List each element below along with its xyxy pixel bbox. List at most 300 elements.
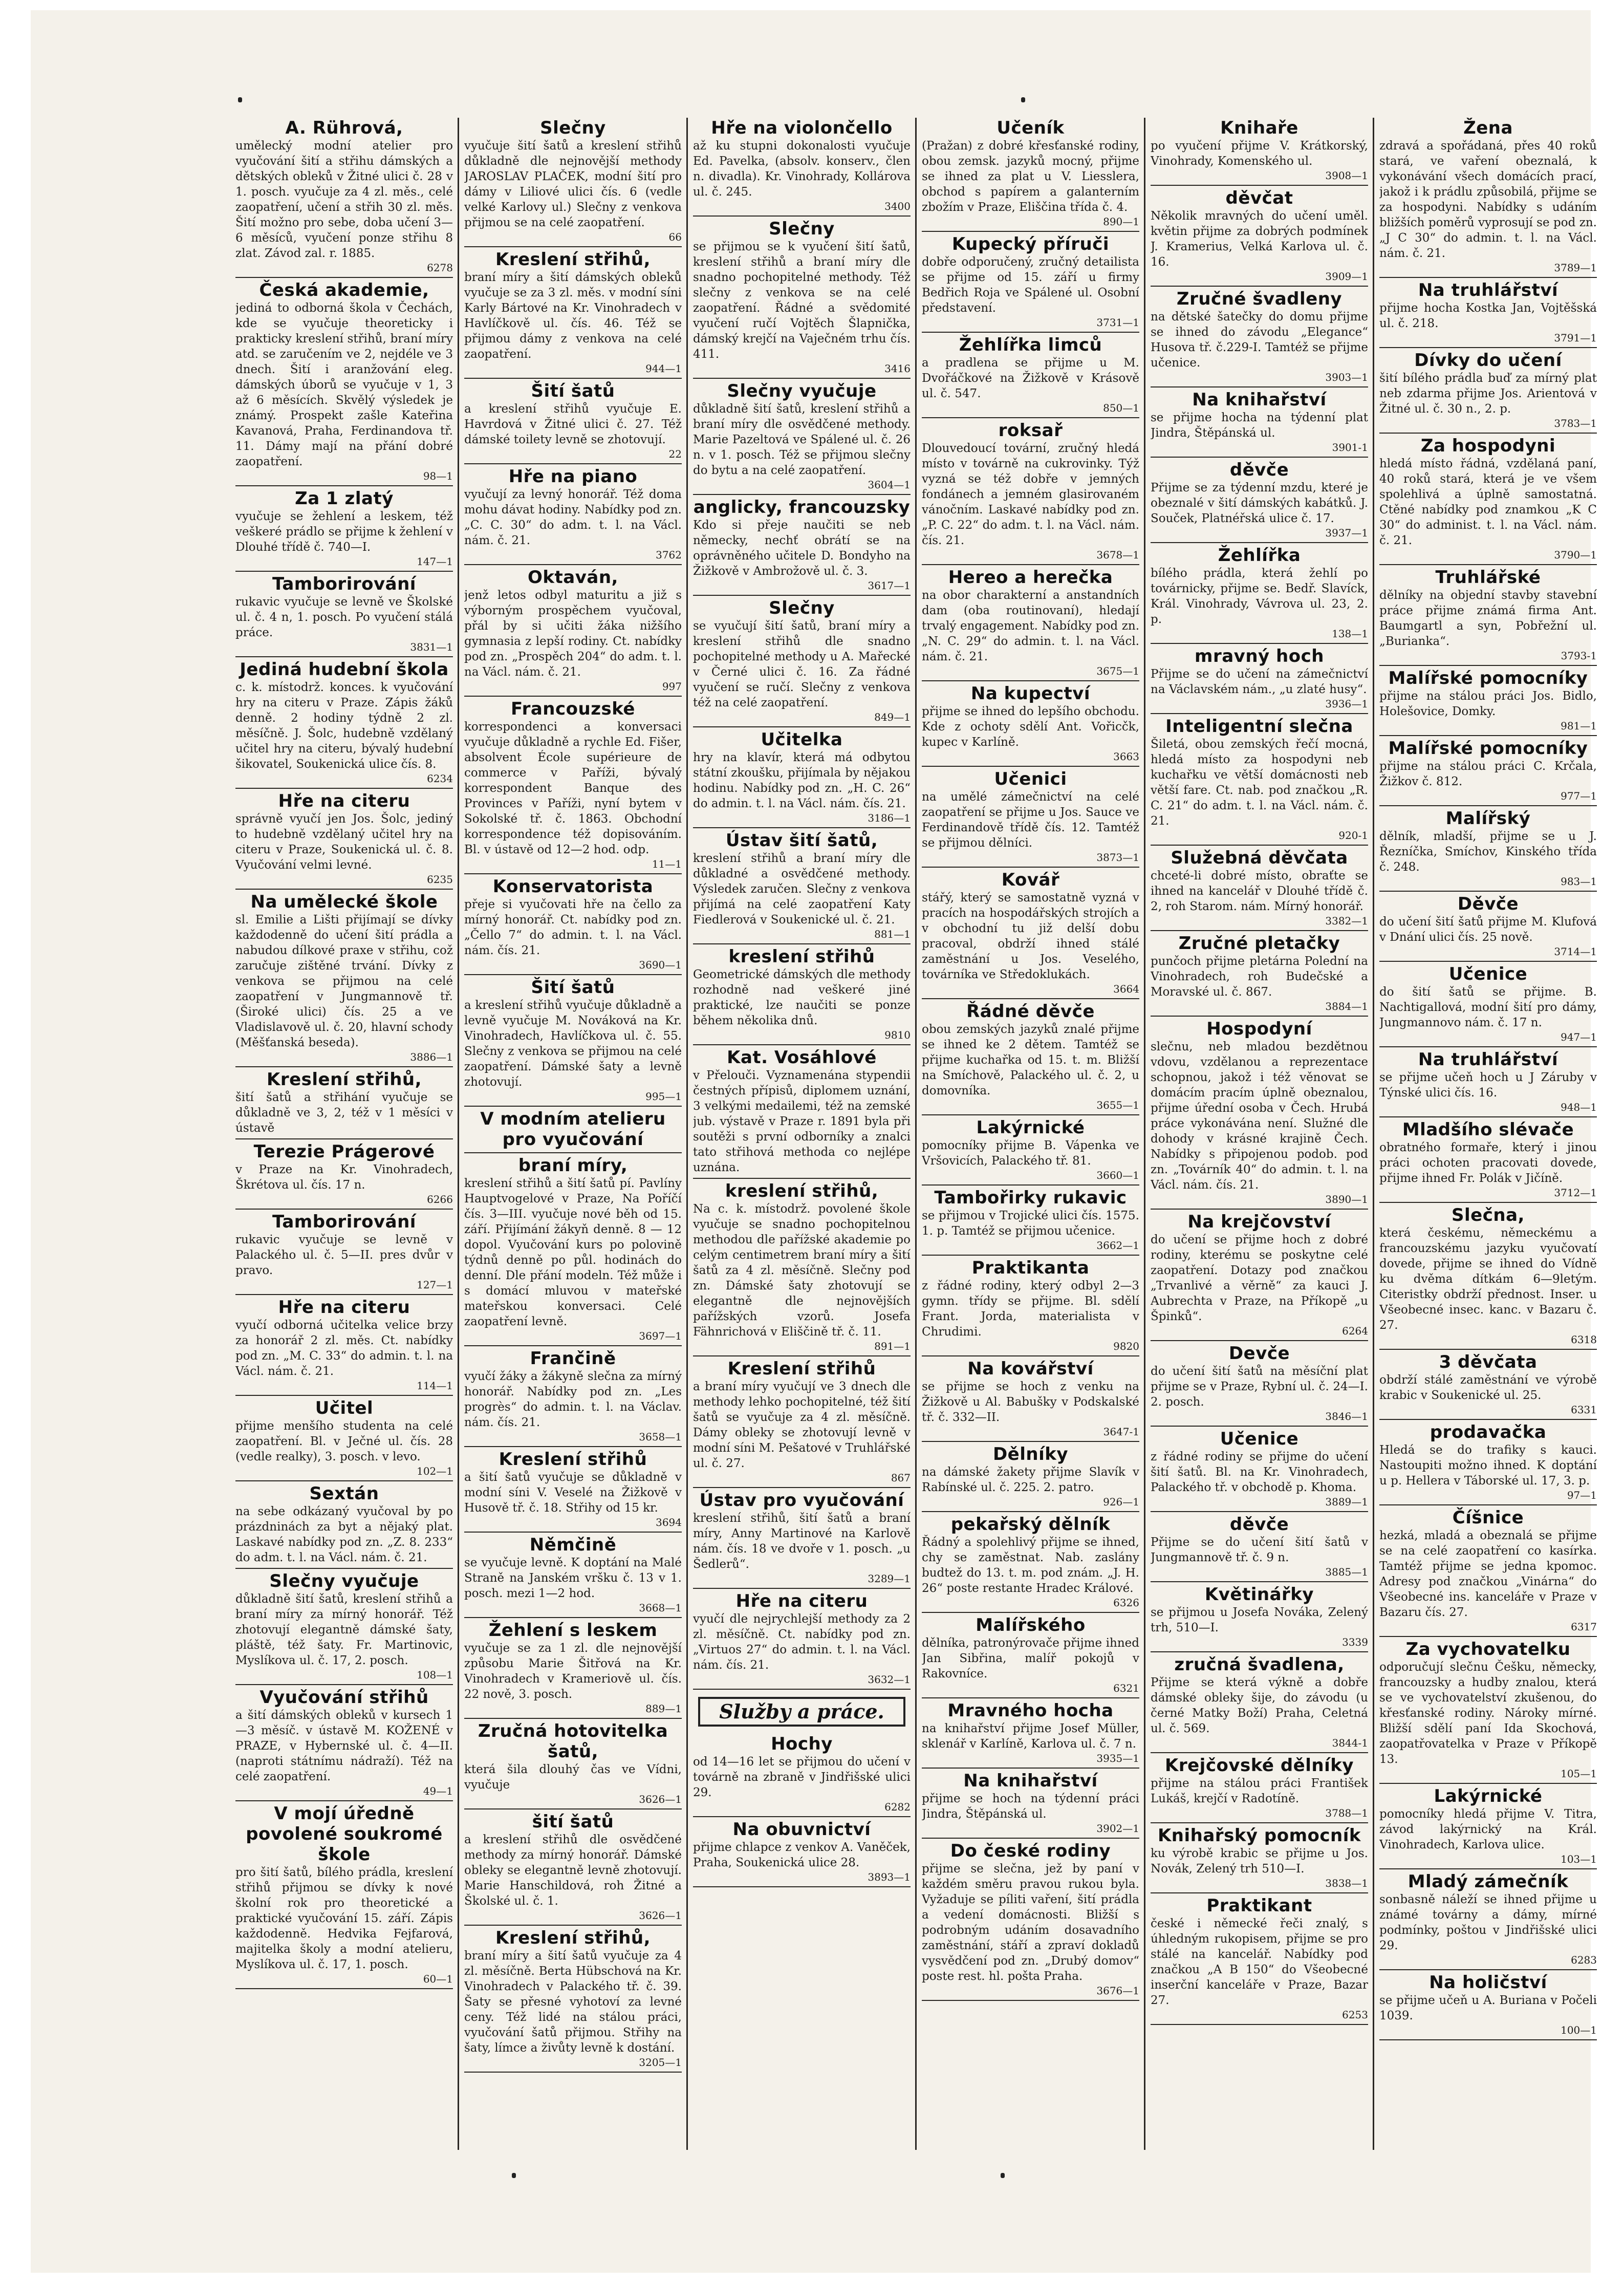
classified-ad — [235, 280, 453, 486]
ad-number: 66 — [668, 231, 682, 243]
ad-text: Přijme se za týdenní mzdu, které je obeznalé v šití dámských kabátků. J. Souček, Platnéřská ulice č. 17. — [1151, 481, 1368, 525]
classified-ad — [1151, 1654, 1368, 1753]
ad-heading: Hře na piano — [508, 466, 638, 487]
newspaper-page — [31, 10, 1597, 2273]
ad-heading: Ústav šití šatů, — [725, 830, 878, 851]
ad-heading: Na knihařství — [963, 1771, 1098, 1791]
classified-ad — [235, 1483, 453, 1569]
ad-text: a pradlena se přijme u M. Dvořáčkové na Žižkově v Krásově ul. č. 547. — [922, 356, 1139, 400]
ad-text: dobře odporučený, zručný detailista se přijme od 15. září u firmy Bedřich Roja ve Spálené ul. Osobní představení. — [922, 255, 1139, 315]
ad-text: v Praze na Kr. Vinohradech, Škrétova ul. čís. 17 n. — [235, 1163, 453, 1192]
ad-number: 3935—1 — [1096, 1752, 1139, 1764]
classified-ad — [1379, 436, 1597, 565]
ad-number: 3936—1 — [1325, 698, 1368, 710]
ad-number: 3655—1 — [1096, 1099, 1139, 1111]
classified-ad — [1379, 1352, 1597, 1420]
ad-heading: Lakýrnické — [976, 1117, 1085, 1138]
ad-heading: Praktikant — [1206, 1895, 1312, 1916]
ad-text: správně vyučí jen Jos. Šolc, jediný to hudebně vzdělaný učitel hry na citeru v Praze, Soukenická ul. č. 8. Vyučování velmi levné. — [235, 812, 453, 872]
ad-text: kreslení střihů a braní míry dle důkladné a osvědčené methody. Výsledek zaručen. Slečny z venkova přijímá na celé zaopatření Katy Fiedlerová v Soukenické ul. č. 21. — [693, 852, 911, 926]
ad-text: důkladně šití šatů, kreslení střihů a braní míry dle osvědčené methody. Marie Pazeltová ve Spálené ul. č. 26 n. v 1. posch. Též se přijmou slečny do bytu a na celé zaopatření. — [693, 402, 911, 477]
ad-text: se přijmou u Josefa Nováka, Zelený trh, 510—I. — [1151, 1606, 1368, 1634]
ad-heading: mravný hoch — [1195, 646, 1324, 666]
ad-number: 108—1 — [417, 1669, 453, 1681]
ad-text: umělecký modní atelier pro vyučování šití a střihu dámských a dětských obleků v Žitné ulici č. 28 v 1. posch. vyučuje za 4 zl. měs., celé zaopatření, učení a střih 30 zl. měs. Šití možno pro sebe, doba učení 3—6 měsíců, vyučení ponze střihu 8 zlat. Závod zal. r. 1885. — [235, 139, 453, 260]
classified-ad — [922, 1188, 1139, 1256]
ad-text: vyučí dle nejrychlejší methody za 2 zl. měsíčně. Ct. nabídky pod zn. „Virtuos 27“ do admin. t. l. na Václ. nám. čís. 21. — [693, 1612, 911, 1672]
ad-number: 3662—1 — [1096, 1239, 1139, 1252]
classified-ad — [464, 1449, 682, 1533]
ad-number: 6266 — [427, 1193, 453, 1205]
ad-number: 3889—1 — [1325, 1496, 1368, 1508]
ad-number: 920-1 — [1338, 829, 1368, 842]
ad-number: 3617—1 — [868, 579, 911, 592]
ad-text: a šití dámských obleků v kursech 1—3 měsíč. v ústavě M. KOŽENÉ v PRAZE, v Hybernské ul. č. 4—II. (naproti státnímu nádraží). Též na celé zaopatření. — [235, 1709, 453, 1783]
classified-ad — [1379, 1507, 1597, 1637]
ad-heading: pekařský dělník — [950, 1514, 1111, 1535]
ad-text: c. k. místodrž. konces. k vyučování hry na citeru v Praze. Zápis žáků denně. 2 hodiny týdně 2 zl. měsíčně. J. Šolc, hudebně vzdělaný učitel hry na citeru, bývalý hudební šikovatel, Soukenická ulice čís. 8. — [235, 681, 453, 771]
classified-ad — [464, 1928, 682, 2073]
ad-number: 977—1 — [1561, 790, 1597, 802]
classified-ad — [922, 1700, 1139, 1769]
ad-text: přijme hocha Kostka Jan, Vojtěšská ul. č. 218. — [1379, 301, 1597, 330]
ad-text: korrespondenci a konversaci vyučuje důkladně a rychle Ed. Fišer, absolvent École supérieure de commerce v Paříži, bývalý korrespondent Banque des Provinces v Paříži, nyní bytem v Sokolské tř. č. 1863. Obchodní korrespondence též dopisováním. Bl. v ústavě od 12—2 hod. odp. — [464, 720, 682, 856]
ad-number: 3664 — [1113, 983, 1139, 995]
ad-text: obratného formaře, který i jinou práci ochoten pracovati dovede, přijme ihned Fr. Polák v Jičíně. — [1379, 1141, 1597, 1185]
classified-ad — [235, 892, 453, 1067]
classified-ad — [693, 1047, 911, 1179]
ad-number: 3416 — [884, 362, 911, 375]
ad-number: 3791—1 — [1554, 332, 1597, 344]
ad-text: přijme se slečna, jež by paní v každém směru pravou rukou byla. Vyžaduje se píliti vaření, šití prádla a vedení domácnosti. Bližší s podrobným udáním dosavadního zaměstnání, stáří a zpraví dokladů vysvědčení pod zn. „Drubý domov“ poste rest. hl. pošta Praha. — [922, 1862, 1139, 1983]
ad-number: 3626—1 — [639, 1793, 682, 1805]
ad-number: 103—1 — [1561, 1853, 1597, 1865]
ad-text: se přijmou v Trojické ulici čís. 1575. 1. p. Tamtéž se přijmou učenice. — [922, 1209, 1139, 1238]
ad-heading: A. Rührová, — [285, 118, 403, 138]
classified-ad — [464, 381, 682, 464]
ad-heading: Za 1 zlatý — [295, 488, 394, 509]
ad-heading: Řádné děvče — [966, 1001, 1095, 1022]
classified-ads — [235, 118, 1597, 2150]
ad-text: Několik mravných do učení uměl. květin přijme za dobrých podmínek J. Kramerius, Velká Karlova ul. č. 16. — [1151, 209, 1368, 269]
ad-text: dělníky na objední stavby stavební práce přijme známá firma Ant. Baumgartl a syn, Pobřežní ul. „Burianka“. — [1379, 589, 1597, 648]
ad-heading: Na krejčovství — [1187, 1212, 1331, 1232]
classified-ad — [1379, 1972, 1597, 2040]
ad-text: Na c. k. místodrž. povolené škole vyučuje se snadno pochopitelnou methodou dle pařížské akademie po celým centimetrem braní míry a šití šatů za 4 zl. měsíčně. Slečny pod zn. Dámské šaty zhotovují se elegantně dle nejnovějších pařížských vzorů. Josefa Fähnrichová v Eliščině tř. č. 11. — [693, 1202, 911, 1339]
ad-number: 3783—1 — [1554, 417, 1597, 429]
ad-heading: kreslení střihů, — [725, 1181, 879, 1201]
ad-heading: Vyučování střihů — [259, 1687, 429, 1708]
ad-number: 3382—1 — [1325, 915, 1368, 927]
ad-number: 3675—1 — [1096, 665, 1139, 677]
classified-ad — [922, 1615, 1139, 1698]
classified-ad — [464, 1535, 682, 1618]
classified-ad — [1379, 1786, 1597, 1869]
classified-ad — [235, 488, 453, 572]
ad-number: 926—1 — [1103, 1496, 1139, 1508]
classified-ad — [235, 1212, 453, 1295]
classified-ad — [1151, 848, 1368, 931]
ad-heading: Kat. Vosáhlové — [727, 1047, 877, 1068]
ad-number: 3205—1 — [639, 2056, 682, 2068]
ad-number: 995—1 — [645, 1090, 682, 1103]
ad-heading: Hře na citeru — [735, 1591, 868, 1611]
ink-mark — [238, 97, 242, 102]
classified-ad — [1151, 1584, 1368, 1652]
ad-heading: Slečny — [769, 219, 835, 239]
ad-heading: Slečny vyučuje — [727, 381, 877, 401]
classified-ad — [464, 118, 682, 247]
ad-text: na dětské šatečky do domu přijme se ihned do závodu „Elegance“ Husova tř. č.229-I. Tamtéž se přijme učenice. — [1151, 310, 1368, 370]
classified-ad — [1151, 1429, 1368, 1512]
classified-ad — [922, 1841, 1139, 2001]
ad-heading: šití šatů — [532, 1812, 614, 1832]
ad-number: 3289—1 — [868, 1572, 911, 1585]
ad-text: české i německé řeči znalý, s úhledným rukopisem, přijme se pro stálé na kancelář. Nabídky pod značkou „A B 150“ do Všeobecné inserční kanceláře v Praze, Bazar 27. — [1151, 1917, 1368, 2007]
ad-column — [693, 118, 911, 2150]
classified-ad — [464, 699, 682, 874]
ad-text: Geometrické dámských dle methody rozhodně nad veškeré jiné praktické, lze naučiti se ponze během několika dnů. — [693, 968, 911, 1027]
ad-number: 3660—1 — [1096, 1169, 1139, 1181]
ad-number: 3604—1 — [868, 479, 911, 491]
ad-text: ku výrobě krabic se přijme u Jos. Novák, Zelený trh 510—I. — [1151, 1847, 1368, 1876]
classified-ad — [693, 1181, 911, 1356]
classified-ad — [922, 870, 1139, 999]
ad-text: braní míry a šití šatů vyučuje za 4 zl. měsíčně. Berta Hübschová na Kr. Vinohradech v Palackého tř. č. 39. Šaty se přesné vyhotoví za levné ceny. Též lidé na stálou práci, vyučování šatů přijmou. Střihy na šaty, límce a živůty levně k dostání. — [464, 1949, 682, 2055]
ad-heading: Malířského — [976, 1615, 1086, 1635]
ad-heading: Do české rodiny — [950, 1841, 1111, 1861]
ad-heading: Žehlířka — [1218, 545, 1301, 566]
ad-heading: zručná švadlena, — [1174, 1654, 1345, 1675]
ad-heading: Praktikanta — [971, 1258, 1090, 1278]
ad-number: 100—1 — [1561, 2024, 1597, 2036]
ad-text: až ku stupni dokonalosti vyučuje Ed. Pavelka, (absolv. konserv., člen n. divadla). Kr. Vinohrady, Kollárova ul. č. 245. — [693, 139, 911, 199]
classified-ad — [1379, 738, 1597, 806]
ad-text: na umělé zámečnictví na celé zaopatření se přijme u Jos. Sauce ve Ferdinandově třídě čís. 12. Tamtéž se přijmou dělníci. — [922, 790, 1139, 850]
ad-heading: Šití šatů — [531, 381, 615, 401]
ad-heading: děvče — [1229, 460, 1289, 480]
ad-heading: Na kovářství — [967, 1359, 1094, 1379]
classified-ad — [693, 1359, 911, 1488]
ad-heading: Terezie Prágerové — [253, 1141, 435, 1162]
classified-ad — [922, 1514, 1139, 1613]
ad-heading: Ústav pro vyučování — [699, 1490, 904, 1511]
classified-ad — [922, 1771, 1139, 1839]
classified-ad — [693, 1490, 911, 1589]
classified-ad — [1379, 118, 1597, 278]
ad-heading: Kreslení střihů, — [266, 1069, 422, 1090]
ad-text: zdravá a spořádaná, přes 40 roků stará, ve vaření obeznalá, k vykonávání všech domácích prací, jakož i k prádlu způsobilá, přijme se za hospodyni. Nabídky s udáním bližších poměrů vyprosují se pod zn. „J C 30“ do admin. t. l. na Václ. nám. č. 21. — [1379, 139, 1597, 260]
ad-number: 3937—1 — [1325, 527, 1368, 539]
classified-ad — [693, 381, 911, 495]
ad-text: punčoch přijme pletárna Polední na Vinohradech, roh Budečské a Moravské ul. č. 867. — [1151, 955, 1368, 999]
classified-ad — [1151, 1514, 1368, 1582]
ad-number: 867 — [891, 1472, 911, 1484]
ad-text: vyučuje se žehlení a leskem, též veškeré prádlo se přijme k žehlení v Dlouhé třídě č. 740—I. — [235, 510, 453, 554]
ad-text: (Pražan) z dobré křesťanské rodiny, obou zemsk. jazyků mocný, přijme se ihned za plat u V. Liesslera, obchod s papírem a galanterním zbožím v Praze, Eliščina třída č. 4. — [922, 139, 1139, 214]
classified-ad — [922, 1444, 1139, 1512]
ad-heading: Francouzské — [511, 699, 635, 719]
ad-heading: Žehlení s leskem — [488, 1620, 658, 1641]
ad-text: se přijme hocha na týdenní plat Jindra, Štěpánská ul. — [1151, 411, 1368, 440]
classified-ad — [1379, 1205, 1597, 1350]
classified-ad — [235, 118, 453, 278]
ad-text: a kreslení střihů vyučuje E. Havrdová v Žitné ulici č. 27. Též dámské toilety levně se zhotovují. — [464, 402, 682, 446]
ad-text: na dámské žakety přijme Slavík v Rabínské ul. č. 225. 2. patro. — [922, 1466, 1139, 1494]
classified-ad — [1151, 716, 1368, 846]
ad-heading: Zručné švadleny — [1176, 289, 1342, 309]
ad-number: 11—1 — [652, 858, 682, 870]
ad-text: pomocníky přijme B. Vápenka ve Vršovicích, Palackého tř. 81. — [922, 1139, 1139, 1168]
ad-number: 3901-1 — [1332, 441, 1368, 454]
ad-heading: Slečny — [540, 118, 606, 138]
ad-text: která českému, německému a francouzskému jazyku vyučovatí dovede, přijme se ihned do Vídně ku dvěma dítkám 6—9letým. Citeristky obdrží přednost. Inser. u Všeobecné insec. kanc. v Bazaru č. 27. — [1379, 1226, 1597, 1332]
ad-number: 891—1 — [874, 1340, 911, 1352]
ad-text: na obor charakterní a anstandních dam (oba routinovaní), hledají trvalý engagement. Nabídky pod zn. „N. C. 29“ do admin. t. l. na Václ. nám. č. 21. — [922, 589, 1139, 663]
ad-number: 3400 — [884, 200, 911, 212]
ad-heading: Tambořirky rukavic — [934, 1188, 1127, 1208]
ad-number: 60—1 — [423, 1973, 453, 1985]
column-rule — [686, 118, 688, 2150]
classified-ad — [922, 420, 1139, 565]
ad-number: 3658—1 — [639, 1431, 682, 1443]
ad-heading: Hochy — [771, 1734, 833, 1754]
ad-column — [1151, 118, 1368, 2150]
ink-mark — [1021, 97, 1025, 102]
ad-heading: anglicky, francouzsky — [693, 497, 911, 518]
ad-heading: Na umělecké škole — [250, 892, 438, 912]
classified-ad — [693, 830, 911, 944]
ad-text: Řádný a spolehlivý přijme se ihned, chy se zaměstnat. Nab. zaslány budtež do 13. t. m. pod znám. „J. H. 26“ poste restante Hradec Králové. — [922, 1536, 1139, 1595]
classified-ad — [1379, 1422, 1597, 1505]
ad-heading: Slečny — [769, 598, 835, 618]
ad-heading: Mravného hocha — [947, 1700, 1114, 1721]
ad-heading: Inteligentní slečna — [1165, 716, 1353, 737]
classified-ad — [1151, 289, 1368, 387]
ad-number: 3909—1 — [1325, 270, 1368, 283]
ad-text: Dlouvedoucí tovární, zručný hledá místo v továrně na cukrovinky. Týž vyzná se též dobře v jemných fondánech a jemném glasirovaném vánočním. Laskavé nabídky pod zn. „P. C. 22“ do adm. t. l. na Václ. nám. čís. 21. — [922, 442, 1139, 547]
ad-heading: Frančině — [530, 1348, 616, 1369]
ad-heading: Hře na citeru — [278, 791, 410, 811]
ad-number: 3697—1 — [639, 1330, 682, 1342]
classified-ad — [1151, 118, 1368, 186]
ad-number: 3788—1 — [1325, 1807, 1368, 1819]
ad-text: po vyučení přijme V. Krátkorský, Vinohrady, Komenského ul. — [1151, 139, 1368, 168]
ad-heading: Němčině — [529, 1535, 617, 1555]
ad-heading: V mojí úředně povolené soukromé škole — [246, 1803, 443, 1865]
ad-heading: Lakýrnické — [1434, 1786, 1543, 1806]
classified-ad — [1151, 1895, 1368, 2025]
ad-number: 981—1 — [1561, 720, 1597, 732]
ad-number: 3668—1 — [639, 1602, 682, 1614]
ad-number: 3647-1 — [1103, 1426, 1139, 1438]
ad-text: dělníka, patronýrovače přijme ihned Jan Sibřina, malíř pokojů v Rakovníce. — [922, 1636, 1139, 1680]
ad-heading: Knihaře — [1220, 118, 1298, 138]
ad-heading: Konservatorista — [492, 876, 654, 897]
ad-number: 6235 — [427, 873, 453, 886]
classified-ad — [693, 1734, 911, 1817]
ad-number: 3676—1 — [1096, 1985, 1139, 1997]
classified-ad — [1151, 460, 1368, 543]
classified-ad — [464, 1155, 682, 1346]
ad-text: se přijmou se k vyučení šití šatů, kreslení střihů a braní míry dle snadno pochopitelné methody. Též slečny z venkova se na celé zaopatření. Řádné a svědomité vyučení ručí Vojtěch Šlapnička, dámský krejčí na Vaječném trhu čís. 411. — [693, 240, 911, 361]
ad-text: kreslení střihů, šití šatů a braní míry, Anny Martinové na Karlově nám. čís. 18 ve dvoře v 1. posch. „u Šedlerů“. — [693, 1512, 911, 1571]
ad-number: 3694 — [656, 1516, 682, 1528]
ad-text: hry na klavír, která má odbytou státní zkoušku, přijímala by nějakou hodinu. Nabídky pod zn. „H. C. 26“ do admin. t. l. na Václ. nám. čís. 21. — [693, 751, 911, 810]
ad-text: hezká, mladá a obeznalá se přijme se na celé zaopatření co kasírka. Tamtéž přijme se jedna kpomoc. Adresy pod značkou „Vinárna“ do Všeobecné ins. kanceláře v Praze v Bazaru čís. 27. — [1379, 1529, 1597, 1619]
classified-ad — [464, 1348, 682, 1447]
ad-text: do učení šití šatů na měsíční plat přijme se v Praze, Rybní ul. č. 24—I. 2. posch. — [1151, 1365, 1368, 1409]
ad-number: 3339 — [1342, 1636, 1368, 1648]
classified-ad — [1151, 1825, 1368, 1893]
ad-number: 6282 — [884, 1801, 911, 1813]
ad-number: 102—1 — [417, 1465, 453, 1477]
ad-text: se vyučují šití šatů, braní míry a kreslení střihů dle snadno pochopitelné methody u A. Mařecké v Černé ulici č. 16. Za řádné vyučení se ručí. Slečny z venkova též na celé zaopatření. — [693, 619, 911, 709]
ad-text: a kreslení střihů dle osvědčené methody za mírný honorář. Dámské obleky se elegantně levně zhotovují. Marie Hanschildová, roh Žitné a Školské ul. č. 1. — [464, 1833, 682, 1908]
ad-column — [922, 118, 1139, 2150]
ad-heading: Na truhlářství — [1418, 1049, 1558, 1070]
ad-number: 3902—1 — [1096, 1822, 1139, 1835]
classified-ad — [1379, 1639, 1597, 1784]
ad-number: 6331 — [1571, 1404, 1597, 1416]
ad-heading: Kreslení střihů, — [495, 249, 651, 270]
ad-heading: Na kupectví — [970, 683, 1091, 704]
ad-heading: 3 děvčata — [1439, 1352, 1538, 1372]
ad-heading: Za hospodyni — [1420, 436, 1556, 456]
classified-ad — [464, 249, 682, 379]
classified-ad — [693, 729, 911, 828]
ad-column — [464, 118, 682, 2150]
classified-ad — [464, 977, 682, 1107]
ad-number: 3886—1 — [410, 1051, 453, 1063]
ad-text: Přijme se do učení na zámečnictví na Václavském nám., „u zlaté husy“. — [1151, 667, 1368, 696]
ad-text: vyučují za levný honorář. Též doma mohu dávat hodiny. Nabídky pod zn. „C. C. 30“ do adm. t. l. na Václ. nám. č. 21. — [464, 488, 682, 547]
ad-heading: Malířské pomocníky — [1388, 738, 1588, 759]
classified-ad — [1379, 1871, 1597, 1970]
classified-ad — [693, 1819, 911, 1887]
ad-number: 3844-1 — [1332, 1737, 1368, 1749]
classified-ad — [922, 567, 1139, 681]
classified-ad — [1379, 808, 1597, 892]
ad-text: v Přelouči. Vyznamenána stypendii čestných přípisů, diplomem uznání, 3 velkými medailemi, též na zemské jub. výstavě v Praze r. 1891 byla při soutěži s první odborníky a znalci tato střihová methoda co nejlépe uznána. — [693, 1069, 911, 1174]
classified-ad — [1151, 1212, 1368, 1341]
ad-heading: braní míry, — [518, 1155, 628, 1176]
ad-heading: kreslení střihů — [728, 946, 875, 967]
ad-text: kreslení střihů a šití šatů pí. Pavlíny Hauptvogelové v Praze, Na Poříčí čís. 3—III. vyučuje nové běh od 15. září. Přijímání žákyň denně. 8 — 12 dopol. Vyučování kurs po polovině týdnů denně po půl. hodinách do denní. Dle přání modeln. Též může i s domácí mluvou v mateřské mateřskou konversaci. Celé zaopatření levně. — [464, 1177, 682, 1328]
ad-heading: Krejčovské dělníky — [1164, 1755, 1354, 1776]
ad-text: Přijme se která výkně a dobře dámské obleky šije, do závodu (u černé Matky Boží) Praha, Celetná ul. č. 569. — [1151, 1676, 1368, 1735]
ad-heading: Slečna, — [1452, 1205, 1525, 1225]
ad-number: 944—1 — [645, 362, 682, 375]
column-rule — [458, 118, 459, 2150]
ad-text: obdrží stálé zaměstnání ve výrobě krabic v Soukenické ul. 25. — [1379, 1373, 1597, 1402]
classified-ad — [693, 1591, 911, 1690]
ad-number: 6283 — [1571, 1954, 1597, 1966]
classified-ad — [1151, 933, 1368, 1017]
ad-heading: Sextán — [309, 1483, 379, 1504]
ad-text: jenž letos odbyl maturitu a již s výborným prospěchem vyučoval, přál by si učiti žáka nižšího gymnasia z lepší rodiny. Ct. nabídky pod zn. „Prospěch 204“ do adm. t. l. na Václ. nám. č. 21. — [464, 589, 682, 679]
classified-ad — [922, 1117, 1139, 1186]
ad-heading: Tamborirování — [272, 574, 416, 594]
ad-number: 6326 — [1113, 1597, 1139, 1609]
ad-number: 997 — [662, 680, 682, 693]
ad-number: 6253 — [1342, 2009, 1368, 2021]
ad-number: 3626—1 — [639, 1909, 682, 1922]
ad-heading: Služebná děvčata — [1171, 848, 1348, 868]
classified-ad — [922, 118, 1139, 232]
column-rule — [1144, 118, 1145, 2150]
ad-number: 6278 — [427, 262, 453, 274]
ad-heading: Dívky do učení — [1414, 350, 1562, 371]
classified-ad — [235, 1141, 453, 1210]
classified-ad — [235, 659, 453, 789]
classified-ad — [922, 1258, 1139, 1356]
ad-number: 3731—1 — [1096, 316, 1139, 329]
ad-text: důkladně šití šatů, kreslení střihů a braní míry za mírný honorář. Též zhotovují elegantně dámské šaty, pláště, též šaty. Fr. Martinovic, Myslíkova ul. č. 17, 2. posch. — [235, 1592, 453, 1667]
ad-heading: děvčat — [1225, 188, 1293, 208]
ink-mark — [1001, 2173, 1005, 2178]
classified-ad — [1151, 1343, 1368, 1427]
ad-number: 9820 — [1113, 1340, 1139, 1352]
ad-number: 127—1 — [417, 1279, 453, 1291]
ad-heading: Malířské pomocníky — [1388, 668, 1588, 688]
ad-text: přijme se hoch na týdenní práci Jindra, Štěpánská ul. — [922, 1792, 1139, 1821]
ad-number: 947—1 — [1561, 1031, 1597, 1043]
ad-heading: Jediná hudební škola — [240, 659, 449, 680]
ad-number: 983—1 — [1561, 875, 1597, 888]
ad-text: se vyučuje levně. K doptání na Malé Straně na Janském vršku č. 13 v 1. posch. mezi 1—2 hod. — [464, 1556, 682, 1600]
ad-number: 3632—1 — [868, 1673, 911, 1686]
ad-text: přijme na stálou práci František Lukáš, krejčí v Radotíně. — [1151, 1777, 1368, 1805]
ad-text: a šití šatů vyučuje se důkladně v modní síni V. Veselé na Žižkově v Husově tř. č. 18. Střihy od 15 kr. — [464, 1471, 682, 1515]
ad-heading: Hře na violončello — [711, 118, 893, 138]
ad-heading: Žena — [1463, 118, 1513, 138]
classified-ad — [1151, 1019, 1368, 1210]
ad-heading: V modním atelieru pro vyučování — [480, 1109, 666, 1150]
ad-number: 3678—1 — [1096, 549, 1139, 561]
classified-ad — [235, 1687, 453, 1801]
ad-heading: Mladý zámečník — [1408, 1871, 1569, 1892]
ad-text: sl. Emilie a Lišti přijímají se dívky každodenně do učení šití prádla a nabudou dílkové praxe v střihu, což zaručuje zištěné trvání. Dívky z venkova se přijmou na celé zaopatření v Jungmannově tř. (Široké ulici) čís. 25 a ve Vladislavově ul. č. 20, hlavní schody (Měšťanská beseda). — [235, 913, 453, 1049]
classified-ad — [464, 876, 682, 975]
ad-heading: Knihařský pomocník — [1157, 1825, 1361, 1846]
ad-number: 3838—1 — [1325, 1877, 1368, 1889]
ad-text: a braní míry vyučují ve 3 dnech dle methody lehko pochopitelné, též šití šatů se vyučuje za 4 zl. měsíčně. Dámy obleky se zhotovují levně v modní síni M. Pešatové v Truhlářské ul. č. 27. — [693, 1380, 911, 1470]
ad-text: na knihařství přijme Josef Müller, sklenář v Karlíně, Karlova ul. č. 7 n. — [922, 1722, 1139, 1751]
ad-number: 850—1 — [1103, 402, 1139, 414]
ad-text: se přijme učeň hoch u J Záruby v Týnské ulici čís. 16. — [1379, 1071, 1597, 1100]
classified-ad — [922, 769, 1139, 868]
section-banner: Služby a práce. — [698, 1697, 905, 1727]
classified-ad — [464, 1812, 682, 1926]
ad-text: vyučí žáky a žákyně slečna za mírný honorář. Nabídky pod zn. „Les progrès“ do admin. t. l. na Václav. nám. čís. 21. — [464, 1370, 682, 1429]
ad-number: 6264 — [1342, 1325, 1368, 1337]
ad-text: přijme se ihned do lepšího obchodu. Kde z ochoty sdělí Ant. Vořicčk, kupec v Karlíně. — [922, 705, 1139, 749]
ad-number: 889—1 — [645, 1703, 682, 1715]
ad-heading: Na obuvnictví — [732, 1819, 871, 1840]
ad-text: přijme na stálou práci C. Krčala, Žižkov č. 812. — [1379, 760, 1597, 788]
ad-text: obou zemských jazyků znalé přijme se ihned ke 2 dětem. Tamtéž se přijme kuchařka od 15. t. m. Bližší na Smíchově, Palackého ul. č. 2, u domovníka. — [922, 1023, 1139, 1097]
ad-number: 3790—1 — [1554, 549, 1597, 561]
classified-ad — [922, 1359, 1139, 1442]
ad-number: 105—1 — [1561, 1768, 1597, 1780]
classified-ad — [922, 335, 1139, 418]
classified-ad — [693, 946, 911, 1045]
classified-ad — [1379, 350, 1597, 434]
ad-heading: Kreslení střihů, — [495, 1928, 651, 1948]
ad-text: do šití šatů se přijme. B. Nachtigallová, modní šití pro dámy, Jungmannovo nám. č. 17 n. — [1379, 985, 1597, 1029]
classified-ad — [693, 497, 911, 596]
